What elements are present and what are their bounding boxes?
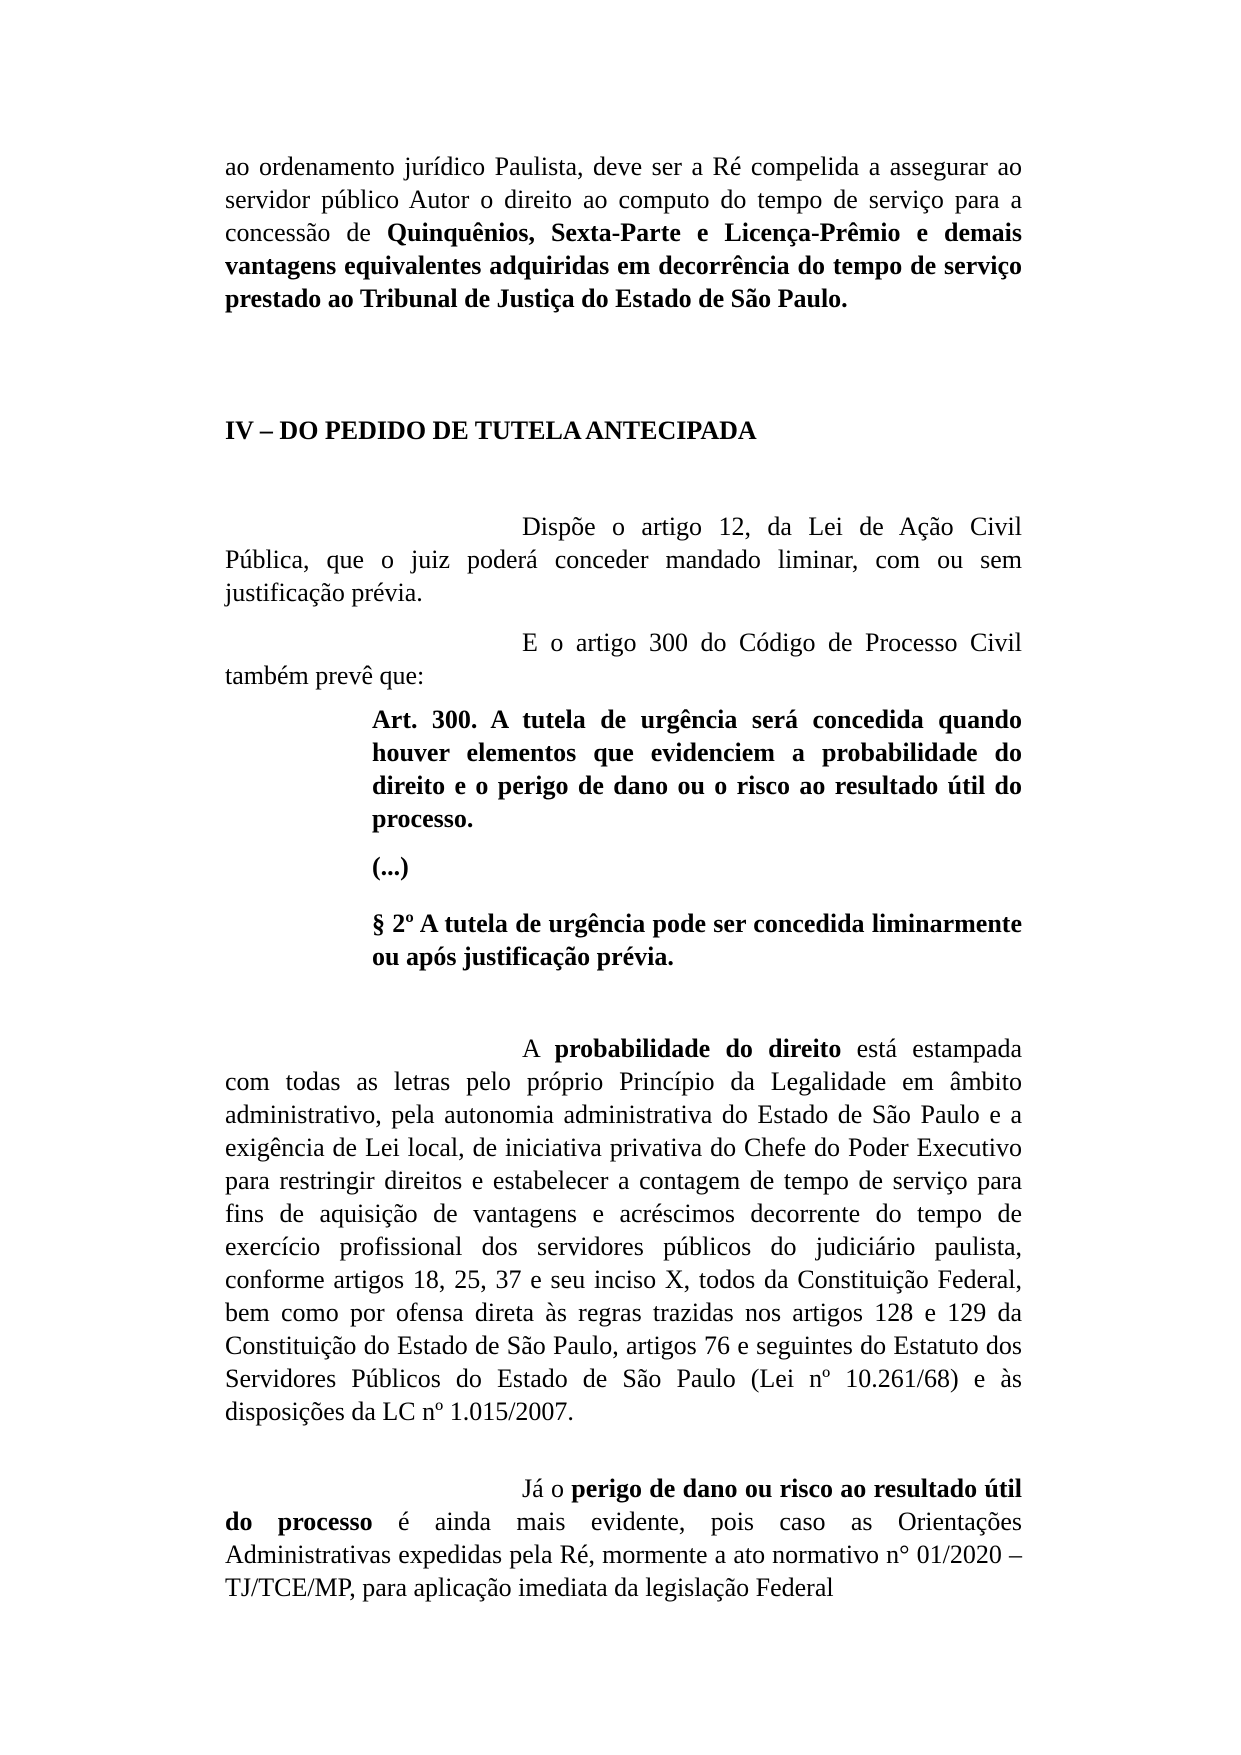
paragraph-intro: [225, 150, 1022, 315]
paragraph-probabilidade-bold: probabilidade do direito: [554, 1034, 842, 1063]
quote-art-300: Art. 300. A tutela de urgência será concedida quando houver elementos que evidenciem a probabilidade do direito e o perigo de dano ou o risco ao resultado útil do processo.: [372, 705, 1022, 833]
paragraph-perigo-start: Já o: [522, 1474, 572, 1503]
paragraph-perigo-bold: perigo de dano ou risco ao resultado útil do processo: [225, 1474, 1022, 1536]
quote-paragraph-2: § 2º A tutela de urgência pode ser concedida liminarmente ou após justificação prévia.: [372, 909, 1022, 971]
paragraph-probabilidade-text: está estampada com todas as letras pelo próprio Princípio da Legalidade em âmbito administrativo, pela autonomia administrativa do Estado de São Paulo e a exigência de Lei local, de iniciativa privativa do Chefe do Poder Executivo para restringir direitos e estabelecer a contagem de tempo de serviço para fins de aquisição de vantagens e acréscimos decorrente do tempo de exercício profissional dos servidores públicos do judiciário paulista, conforme artigos 18, 25, 37 e seu inciso X, todos da Constituição Federal, bem como por ofensa direta às regras trazidas nos artigos 128 e 129 da Constituição do Estado de São Paulo, artigos 76 e seguintes do Estatuto dos Servidores Públicos do Estado de São Paulo (Lei nº 10.261/68) e às disposições da LC nº 1.015/2007.: [225, 1034, 1023, 1426]
paragraph-perigo: [225, 1472, 1022, 1604]
paragraph-cpc: E o artigo 300 do Código de Processo Civil também prevê que:: [225, 628, 1022, 690]
paragraph-probabilidade-start: A: [522, 1034, 555, 1063]
paragraph-lei-acao-civil: Dispõe o artigo 12, da Lei de Ação Civil Pública, que o juiz poderá conceder mandado liminar, com ou sem justificação prévia.: [225, 512, 1022, 607]
quote-ellipsis: (...): [372, 852, 409, 881]
section-heading: IV – DO PEDIDO DE TUTELA ANTECIPADA: [225, 416, 757, 445]
paragraph-intro-text: ao ordenamento jurídico Paulista, deve ser a Ré compelida a assegurar ao servidor público Autor o direito ao computo do tempo de serviço para a concessão de: [225, 152, 1022, 247]
paragraph-probabilidade: [225, 1032, 1022, 1428]
paragraph-perigo-text: é ainda mais evidente, pois caso as Orientações Administrativas expedidas pela Ré, mormente a ato normativo n° 01/2020 – TJ/TCE/MP, para aplicação imediata da legislação Federal: [225, 1507, 1022, 1602]
paragraph-intro-bold: Quinquênios, Sexta-Parte e Licença-Prêmio e demais vantagens equivalentes adquiridas em decorrência do tempo de serviço prestado ao Tribunal de Justiça do Estado de São Paulo.: [225, 218, 1023, 313]
